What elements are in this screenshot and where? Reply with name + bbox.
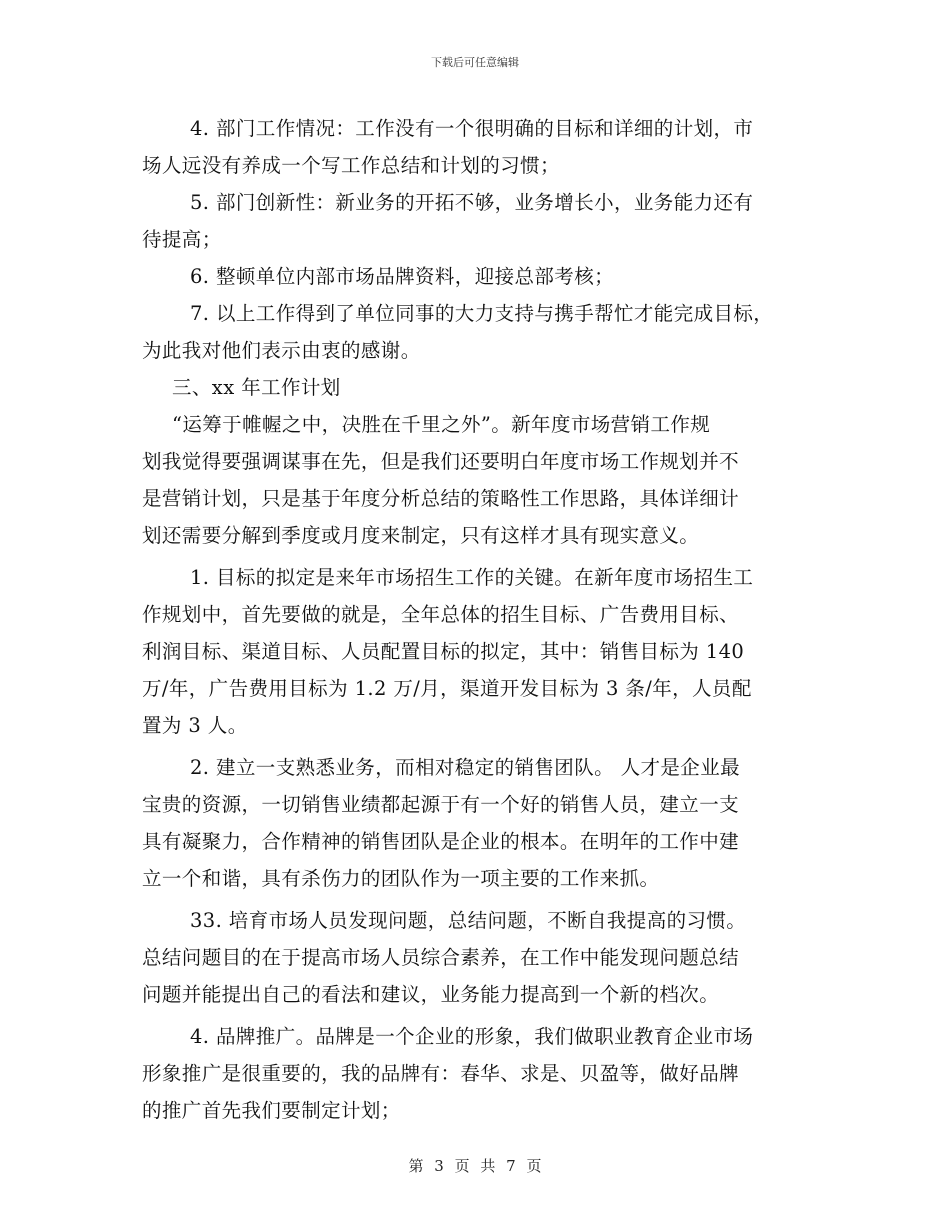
paragraph-line: 2. 建立一支熟悉业务，而相对稳定的销售团队。 人才是企业最 <box>190 756 741 779</box>
paragraph-line: 4. 品牌推广。品牌是一个企业的形象，我们做职业教育企业市场 <box>190 1025 754 1048</box>
paragraph-line: 33. 培育市场人员发现问题，总结问题，不断自我提高的习惯。 <box>190 909 747 932</box>
paragraph-line: 形象推广是很重要的，我的品牌有：春华、求是、贝盈等，做好品牌 <box>142 1062 740 1085</box>
paragraph-line: 1. 目标的拟定是来年市场招生工作的关键。在新年度市场招生工 <box>190 566 754 589</box>
page-footer: 第 3 页 共 7 页 <box>408 1157 542 1175</box>
paragraph-line: 5. 部门创新性：新业务的开拓不够，业务增长小，业务能力还有 <box>190 191 754 214</box>
paragraph-line: 4. 部门工作情况：工作没有一个很明确的目标和详细的计划，市 <box>190 117 754 140</box>
paragraph-line: 场人远没有养成一个写工作总结和计划的习惯； <box>142 154 560 177</box>
paragraph-line: 为此我对他们表示由衷的感谢。 <box>142 339 421 362</box>
paragraph-line: 6. 整顿单位内部市场品牌资料，迎接总部考核； <box>190 265 615 288</box>
paragraph-line: 总结问题目的在于提高市场人员综合素养，在工作中能发现问题总结 <box>142 946 740 969</box>
paragraph-line: 是营销计划，只是基于年度分析总结的策略性工作思路，具体详细计 <box>142 487 740 510</box>
paragraph-line: 置为 3 人。 <box>142 714 248 737</box>
paragraph-line: 7. 以上工作得到了单位同事的大力支持与携手帮忙才能完成目标， <box>190 302 774 325</box>
paragraph-line: 问题并能提出自己的看法和建议，业务能力提高到一个新的档次。 <box>142 983 720 1006</box>
paragraph-line: “运筹于帷幄之中，决胜在千里之外”。新年度市场营销工作规 <box>172 413 711 436</box>
paragraph-line: 立一个和谐，具有杀伤力的团队作为一项主要的工作来抓。 <box>142 867 660 890</box>
page-header: 下载后可任意编辑 <box>431 56 519 69</box>
paragraph-line: 宝贵的资源，一切销售业绩都起源于有一个好的销售人员，建立一支 <box>142 793 740 816</box>
paragraph-line: 具有凝聚力，合作精神的销售团队是企业的根本。在明年的工作中建 <box>142 830 740 853</box>
paragraph-line: 作规划中，首先要做的就是，全年总体的招生目标、广告费用目标、 <box>142 603 740 626</box>
paragraph-line: 利润目标、渠道目标、人员配置目标的拟定，其中：销售目标为 140 <box>142 640 745 663</box>
paragraph-line: 的推广首先我们要制定计划； <box>142 1099 401 1122</box>
paragraph-line: 划我觉得要强调谋事在先，但是我们还要明白年度市场工作规划并不 <box>142 450 740 473</box>
paragraph-line: 万/年，广告费用目标为 1.2 万/月，渠道开发目标为 3 条/年，人员配 <box>142 677 752 700</box>
paragraph-line: 划还需要分解到季度或月度来制定，只有这样才具有现实意义。 <box>142 524 700 547</box>
document-body <box>142 110 822 1129</box>
section-heading: 三、xx 年工作计划 <box>172 376 341 399</box>
paragraph-line: 待提高； <box>142 228 222 251</box>
